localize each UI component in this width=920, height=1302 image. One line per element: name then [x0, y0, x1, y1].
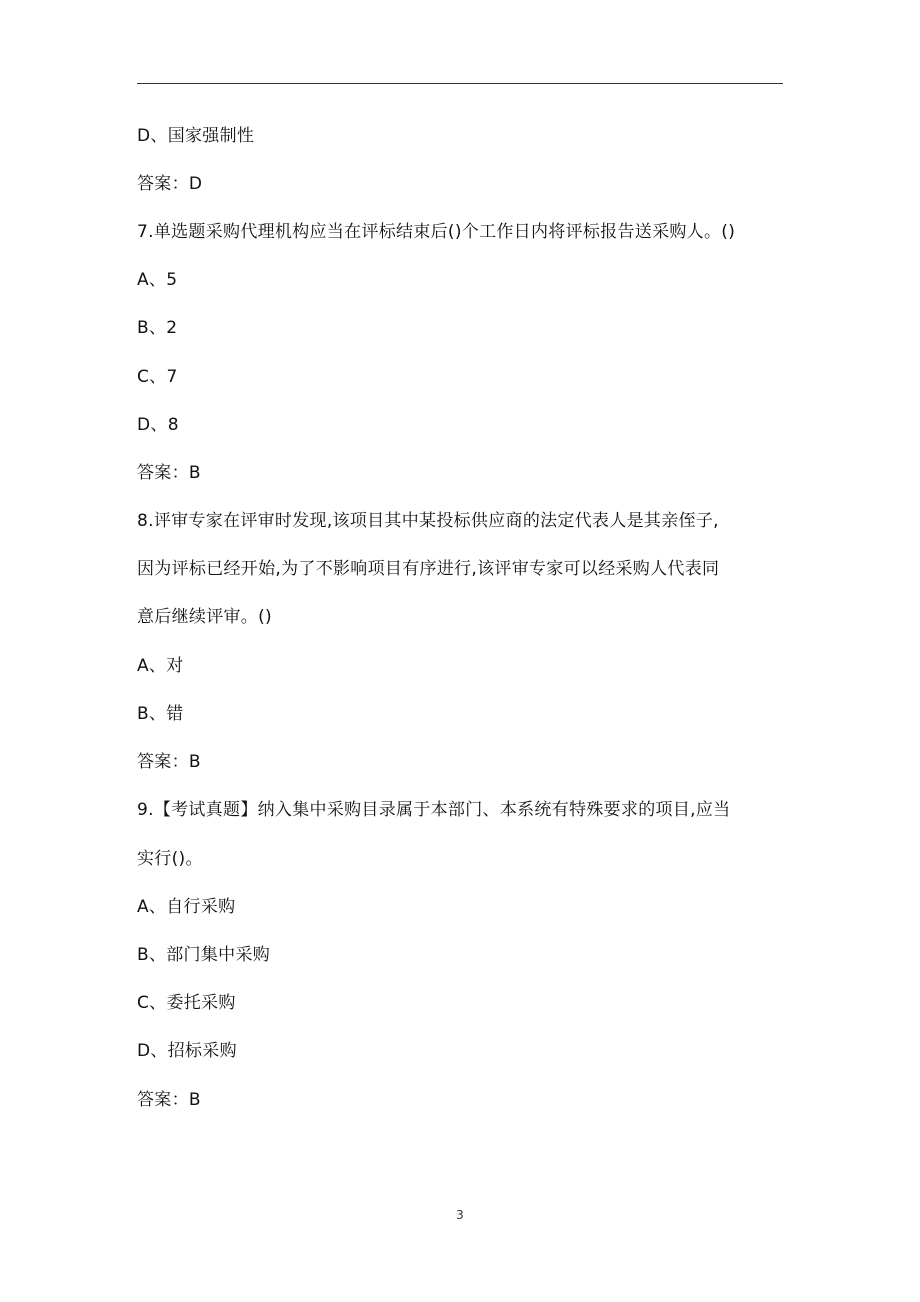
answer-q7: 答案：B	[137, 463, 201, 483]
answer-q9: 答案：B	[137, 1090, 201, 1110]
option-a-q7: A、5	[137, 270, 178, 290]
option-a-q9: A、自行采购	[137, 897, 236, 917]
question-7: 7.单选题采购代理机构应当在评标结束后()个工作日内将评标报告送采购人。()	[137, 222, 736, 242]
question-8-line-3: 意后继续评审。()	[137, 607, 272, 627]
header-rule	[137, 83, 783, 84]
question-8-line-2: 因为评标已经开始,为了不影响项目有序进行,该评审专家可以经采购人代表同	[137, 559, 720, 579]
option-c-q7: C、7	[137, 367, 178, 387]
option-a-q8: A、对	[137, 656, 184, 676]
option-b-q7: B、2	[137, 318, 178, 338]
option-d-q7: D、8	[137, 415, 179, 435]
question-9-line-2: 实行()。	[137, 849, 203, 869]
option-d-q6: D、国家强制性	[137, 126, 255, 146]
option-c-q9: C、委托采购	[137, 993, 236, 1013]
page-number: 3	[456, 1208, 464, 1222]
answer-q8: 答案：B	[137, 752, 201, 772]
answer-q6: 答案：D	[137, 174, 203, 194]
question-8-line-1: 8.评审专家在评审时发现,该项目其中某投标供应商的法定代表人是其亲侄子,	[137, 511, 719, 531]
option-b-q9: B、部门集中采购	[137, 945, 271, 965]
option-d-q9: D、招标采购	[137, 1041, 237, 1061]
option-b-q8: B、错	[137, 704, 184, 724]
question-9-line-1: 9.【考试真题】纳入集中采购目录属于本部门、本系统有特殊要求的项目,应当	[137, 800, 731, 820]
